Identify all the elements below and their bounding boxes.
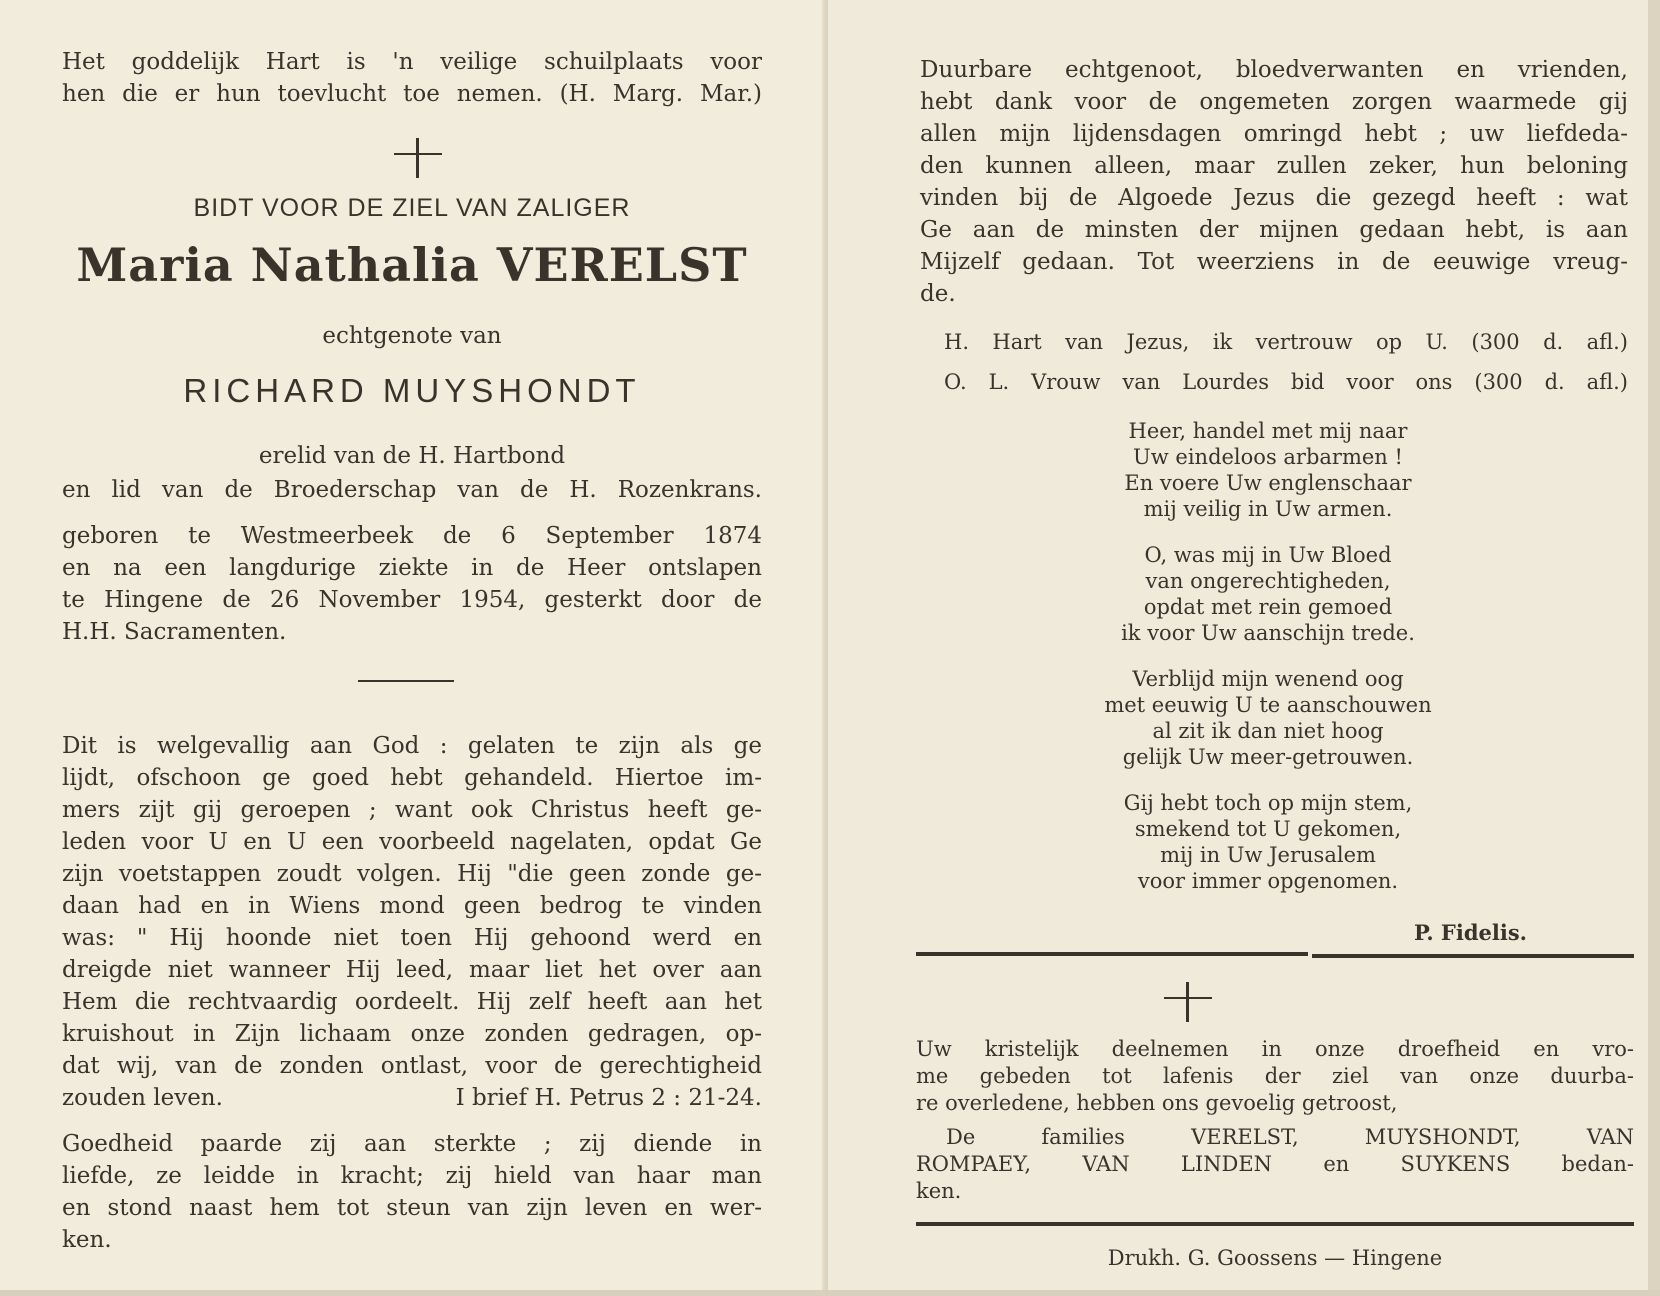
poem-stanza (1028, 418, 1508, 522)
farewell-line: Mijzelf gedaan. Tot weerziens in de eeuwige vreug- (920, 249, 1628, 275)
divider (916, 1222, 1634, 1226)
scripture-line: dat wij, van de zonden ontlast, voor de gerechtigheid (62, 1053, 762, 1079)
family-line: De families VERELST, MUYSHONDT, VAN (946, 1125, 1634, 1149)
virtue-line: ken. (62, 1227, 112, 1253)
spouse-name: RICHARD MUYSHONDT (183, 372, 641, 409)
detail-line: H.H. Sacramenten. (62, 619, 287, 645)
scripture-line: dreigde niet wanneer Hij leed, maar liet het over aan (62, 957, 762, 983)
divider (916, 952, 1308, 956)
left-page (0, 0, 827, 1296)
poem-line: smekend tot U gekomen, (1134, 817, 1402, 841)
poem-line: mij veilig in Uw armen. (1143, 497, 1393, 521)
poem-line: met eeuwig U te aanschouwen (1104, 693, 1432, 717)
farewell-line: den kunnen alleen, maar zullen zeker, hun beloning (920, 153, 1628, 179)
poem-author: P. Fidelis. (1414, 920, 1527, 945)
card-edge (0, 1290, 1660, 1296)
farewell-message (920, 54, 1628, 310)
poem-line: Heer, handel met mij naar (1128, 419, 1408, 443)
poem-stanza (1028, 790, 1508, 894)
virtue-line: Goedheid paarde zij aan sterkte ; zij diende in (62, 1131, 762, 1157)
farewell-line: hebt dank voor de ongemeten zorgen waarmede gij (920, 89, 1628, 115)
poem-stanza (1028, 666, 1508, 770)
right-page (828, 0, 1660, 1296)
poem-line: O, was mij in Uw Bloed (1144, 543, 1392, 567)
thanks-line: me gebeden tot lafenis der ziel van onze duurba- (916, 1064, 1634, 1088)
divider (358, 680, 454, 682)
poem-line: gelijk Uw meer-getrouwen. (1122, 745, 1414, 769)
quote-line: hen die er hun toevlucht toe nemen. (H. Marg. Mar.) (62, 81, 762, 107)
cross-icon (1164, 982, 1212, 1022)
farewell-line: Ge aan de minsten der mijnen gedaan hebt, is aan (920, 217, 1628, 243)
detail-line: geboren te Westmeerbeek de 6 September 1874 (62, 523, 762, 549)
scripture-line: was: " Hij hoonde niet toen Hij gehoond werd en (62, 925, 762, 951)
scripture-line: Hem die rechtvaardig oordeelt. Hij zelf heeft aan het (62, 989, 762, 1015)
scripture-line: zouden leven. (62, 1085, 223, 1111)
poem-line: van ongerechtigheden, (1145, 569, 1391, 593)
scripture-passage (62, 730, 762, 1114)
indulgence-prayer: O. L. Vrouw van Lourdes bid voor ons (300 d. afl.) (944, 370, 1628, 394)
farewell-line: vinden bij de Algoede Jezus die gezegd heeft : wat (920, 185, 1628, 211)
poem-line: mij in Uw Jerusalem (1160, 843, 1376, 867)
scripture-line: kruishout in Zijn lichaam onze zonden gedragen, op- (62, 1021, 762, 1047)
detail-line: en na een langdurige ziekte in de Heer ontslapen (62, 555, 762, 581)
printer-credit: Drukh. G. Goossens — Hingene (1107, 1246, 1443, 1270)
detail-line: te Hingene de 26 November 1954, gesterkt door de (62, 587, 762, 613)
divider (1312, 954, 1634, 958)
scripture-line: lijdt, ofschoon ge goed hebt gehandeld. Hiertoe im- (62, 765, 762, 791)
poem-line: Uw eindeloos arbarmen ! (1133, 445, 1403, 469)
poem-line: ik voor Uw aanschijn trede. (1121, 621, 1415, 645)
quote-line: Het goddelijk Hart is 'n veilige schuilplaats voor (62, 49, 762, 75)
thanks-message (916, 1036, 1634, 1117)
poem-line: opdat met rein gemoed (1143, 595, 1393, 619)
deceased-name: Maria Nathalia VERELST (76, 238, 748, 292)
farewell-line: de. (920, 281, 956, 307)
poem-stanza (1028, 542, 1508, 646)
birth-death-details (62, 520, 762, 648)
farewell-line: Duurbare echtgenoot, bloedverwanten en vrienden, (920, 57, 1628, 83)
scripture-line: mers zijt gij geroepen ; want ook Christus heeft ge- (62, 797, 762, 823)
family-line: ROMPAEY, VAN LINDEN en SUYKENS bedan- (916, 1152, 1634, 1176)
family-thanks (916, 1124, 1634, 1205)
membership-line: erelid van de H. Hartbond (258, 443, 566, 469)
poem-line: Gij hebt toch op mijn stem, (1123, 791, 1413, 815)
thanks-line: Uw kristelijk deelnemen in onze droefheid en vro- (916, 1037, 1634, 1061)
poem-line: voor immer opgenomen. (1137, 869, 1399, 893)
poem-line: Verblijd mijn wenend oog (1132, 667, 1404, 691)
spouse-label: echtgenote van (322, 323, 502, 349)
virtue-passage (62, 1128, 762, 1256)
card-edge (1648, 0, 1660, 1296)
poem-line: al zit ik dan niet hoog (1152, 719, 1384, 743)
thanks-line: re overledene, hebben ons gevoelig getroost, (916, 1091, 1398, 1115)
poem-line: En voere Uw englenschaar (1124, 471, 1412, 495)
scripture-line: daan had en in Wiens mond geen bedrog te vinden (62, 893, 762, 919)
virtue-line: en stond naast hem tot steun van zijn leven en wer- (62, 1195, 762, 1221)
scripture-line: zijn voetstappen zoudt volgen. Hij "die geen zonde ge- (62, 861, 762, 887)
prayer-heading: BIDT VOOR DE ZIEL VAN ZALIGER (193, 194, 631, 222)
indulgence-prayer: H. Hart van Jezus, ik vertrouw op U. (300 d. afl.) (944, 330, 1628, 354)
opening-quote (62, 46, 762, 110)
scripture-reference: I brief H. Petrus 2 : 21-24. (455, 1085, 762, 1111)
membership-line: en lid van de Broederschap van de H. Rozenkrans. (62, 477, 762, 503)
scripture-line: leden voor U en U een voorbeeld nagelaten, opdat Ge (62, 829, 762, 855)
cross-icon (394, 138, 442, 178)
family-line: ken. (916, 1179, 962, 1203)
virtue-line: liefde, ze leidde in kracht; zij hield van haar man (62, 1163, 762, 1189)
farewell-line: allen mijn lijdensdagen omringd hebt ; uw liefdeda- (920, 121, 1628, 147)
scripture-line: Dit is welgevallig aan God : gelaten te zijn als ge (62, 733, 762, 759)
